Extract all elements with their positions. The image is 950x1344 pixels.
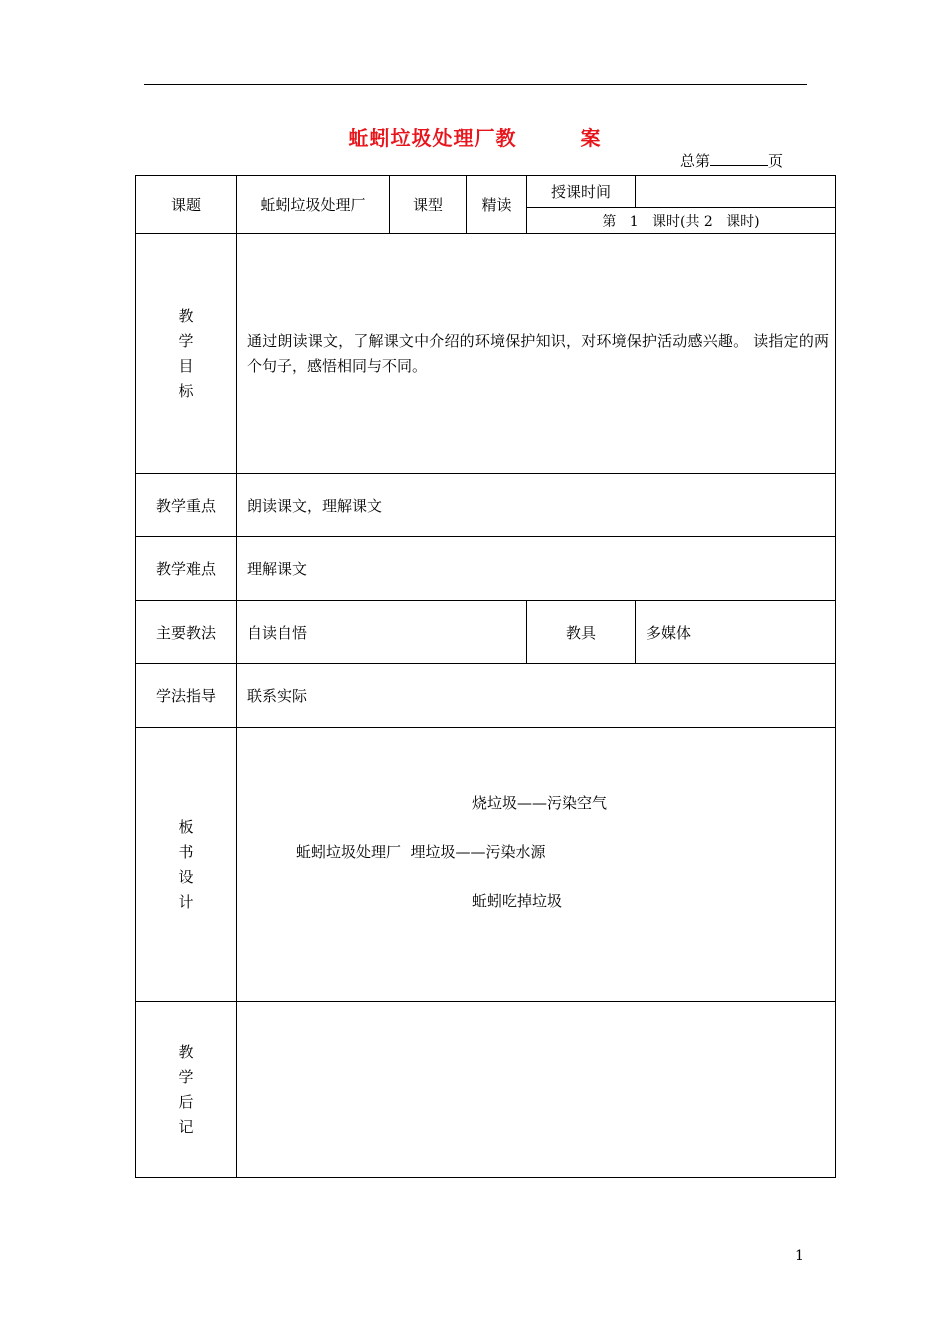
method-value: 自读自悟 <box>237 601 527 664</box>
focus-label: 教学重点 <box>136 474 237 537</box>
study-label: 学法指导 <box>136 664 237 728</box>
page-number: 1 <box>795 1248 804 1264</box>
topic-label: 课题 <box>136 176 237 234</box>
board-design <box>237 728 836 1002</box>
tools-label: 教具 <box>527 601 636 664</box>
difficulty-value: 理解课文 <box>237 537 836 601</box>
notes-label: 教 学 后 记 <box>136 1002 237 1178</box>
page-count <box>680 150 783 171</box>
goal-text: 通过朗读课文，了解课文中介绍的环境保护知识，对环境保护活动感兴趣。 读指定的两个句子，感悟相同与不同。 <box>237 234 836 474</box>
table-row <box>136 537 836 601</box>
page-title <box>0 122 950 151</box>
board-line-1: 烧垃圾——污染空气 <box>472 794 608 812</box>
tools-value: 多媒体 <box>636 601 836 664</box>
table-row <box>136 1002 836 1178</box>
table-row <box>136 664 836 728</box>
type-label: 课型 <box>390 176 467 234</box>
table-row <box>136 601 836 664</box>
teach-time-label: 授课时间 <box>527 176 636 208</box>
lesson-plan-table <box>135 175 836 1178</box>
focus-value: 朗读课文，理解课文 <box>237 474 836 537</box>
page-count-blank <box>710 152 768 166</box>
title-main: 蚯蚓垃圾处理厂教 <box>348 126 517 150</box>
notes-value <box>237 1002 836 1178</box>
board-label: 板 书 设 计 <box>136 728 237 1002</box>
table-row <box>136 234 836 474</box>
board-line-3: 蚯蚓吃掉垃圾 <box>472 892 563 910</box>
table-row <box>136 474 836 537</box>
board-line-2: 蚯蚓垃圾处理厂 埋垃圾——污染水源 <box>296 843 546 861</box>
method-label: 主要教法 <box>136 601 237 664</box>
title-end: 案 <box>580 126 602 150</box>
page-count-suffix: 页 <box>768 152 784 170</box>
topic-value: 蚯蚓垃圾处理厂 <box>237 176 390 234</box>
difficulty-label: 教学难点 <box>136 537 237 601</box>
table-row <box>136 728 836 1002</box>
table-row <box>136 176 836 208</box>
type-value: 精读 <box>467 176 527 234</box>
period-info: 第 1 课时(共 2 课时) <box>527 208 836 234</box>
goal-label: 教 学 目 标 <box>136 234 237 474</box>
study-value: 联系实际 <box>237 664 836 728</box>
teach-time-value <box>636 176 836 208</box>
header-rule <box>144 84 807 85</box>
page-count-prefix: 总第 <box>680 152 711 170</box>
